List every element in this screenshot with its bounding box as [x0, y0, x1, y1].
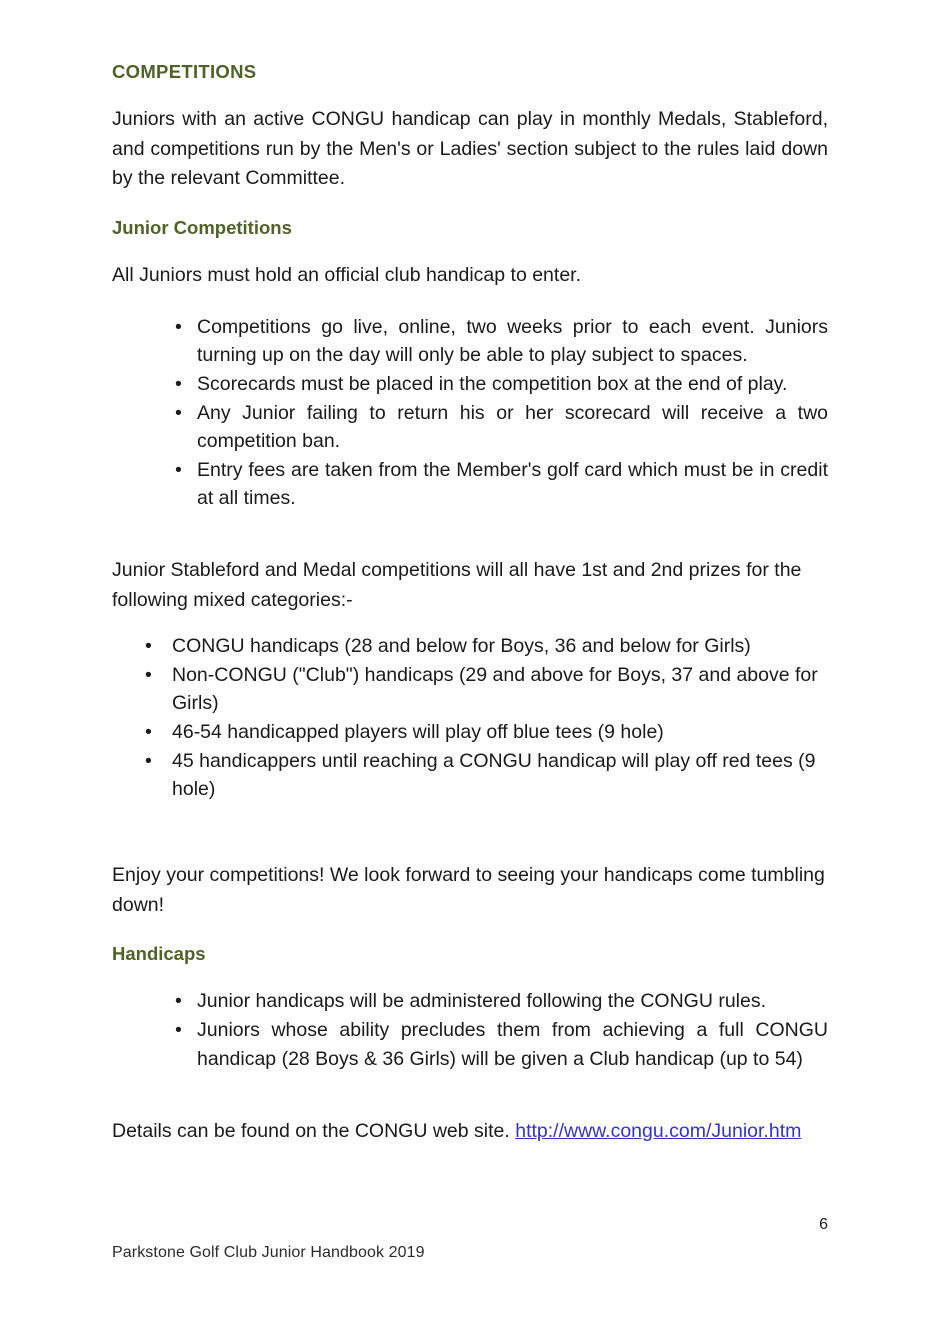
list-item-text: Entry fees are taken from the Member's golf card which must be in credit at all times. — [197, 459, 828, 510]
junior-competitions-bullet-list — [112, 313, 828, 513]
spacer — [112, 530, 828, 556]
list-item-text: 45 handicappers until reaching a CONGU handicap will play off red tees (9 hole) — [172, 749, 816, 800]
list-item — [175, 456, 828, 512]
list-item-text: CONGU handicaps (28 and below for Boys, 36 and below for Girls) — [172, 634, 751, 657]
page-title: COMPETITIONS — [112, 61, 257, 82]
list-item — [145, 718, 828, 746]
list-item — [175, 399, 828, 455]
list-item-text: Junior handicaps will be administered following the CONGU rules. — [197, 990, 767, 1013]
closing-paragraph: Enjoy your competitions! We look forward to seeing your handicaps come tumbling down! — [112, 864, 825, 916]
congu-junior-link[interactable]: http://www.congu.com/Junior.htm — [515, 1119, 802, 1142]
list-item-text: Competitions go live, online, two weeks prior to each event. Juniors turning up on the day will only be able to play subject to spaces. — [197, 315, 828, 366]
intro-paragraph: Juniors with an active CONGU handicap can play in monthly Medals, Stableford, and competitions run by the Men's or Ladies' section subject to the rules laid down by the relevant Committee. — [112, 108, 828, 190]
list-item — [175, 370, 828, 398]
list-item-text: Non-CONGU ("Club") handicaps (29 and above for Boys, 37 and above for Girls) — [172, 663, 818, 714]
list-item — [175, 313, 828, 369]
bullet-icon: • — [175, 372, 182, 395]
handicaps-heading: Handicaps — [112, 943, 206, 965]
bullet-icon: • — [145, 634, 152, 657]
bullet-icon: • — [145, 749, 152, 772]
bullet-icon: • — [175, 401, 182, 424]
details-prefix-text: Details can be found on the CONGU web site. — [112, 1119, 516, 1142]
bullet-icon: • — [175, 315, 182, 338]
list-item-text: 46-54 handicapped players will play off blue tees (9 hole) — [172, 720, 664, 743]
list-item — [175, 987, 828, 1015]
spacer — [112, 821, 828, 861]
bullet-icon: • — [175, 459, 182, 482]
list-item-text: Juniors whose ability precludes them from achieving a full CONGU handicap (28 Boys & 36 Girls) will be given a Club handicap (up to 54) — [197, 1019, 828, 1070]
page-content — [112, 60, 828, 1168]
bullet-icon: • — [145, 663, 152, 686]
category-bullet-list — [112, 632, 828, 803]
junior-competitions-lead-paragraph: All Juniors must hold an official club handicap to enter. — [112, 264, 581, 287]
junior-competitions-heading: Junior Competitions — [112, 217, 292, 238]
list-item — [145, 661, 828, 717]
footer-text: Parkstone Golf Club Junior Handbook 2019 — [112, 1244, 425, 1261]
bullet-icon: • — [175, 990, 182, 1013]
bullet-icon: • — [175, 1019, 182, 1042]
page-number: 6 — [819, 1216, 828, 1233]
page-footer — [112, 1209, 828, 1329]
prizes-paragraph: Junior Stableford and Medal competitions will all have 1st and 2nd prizes for the following mixed categories:- — [112, 559, 802, 611]
list-item-text: Any Junior failing to return his or her scorecard will receive a two competition ban. — [197, 401, 828, 453]
details-paragraph — [112, 1117, 828, 1147]
list-item — [175, 1016, 828, 1072]
spacer — [112, 1091, 828, 1117]
handicaps-bullet-list — [112, 987, 828, 1072]
bullet-icon: • — [145, 720, 152, 743]
list-item — [145, 632, 828, 660]
list-item-text: Scorecards must be placed in the competition box at the end of play. — [197, 372, 788, 395]
list-item — [145, 747, 828, 803]
